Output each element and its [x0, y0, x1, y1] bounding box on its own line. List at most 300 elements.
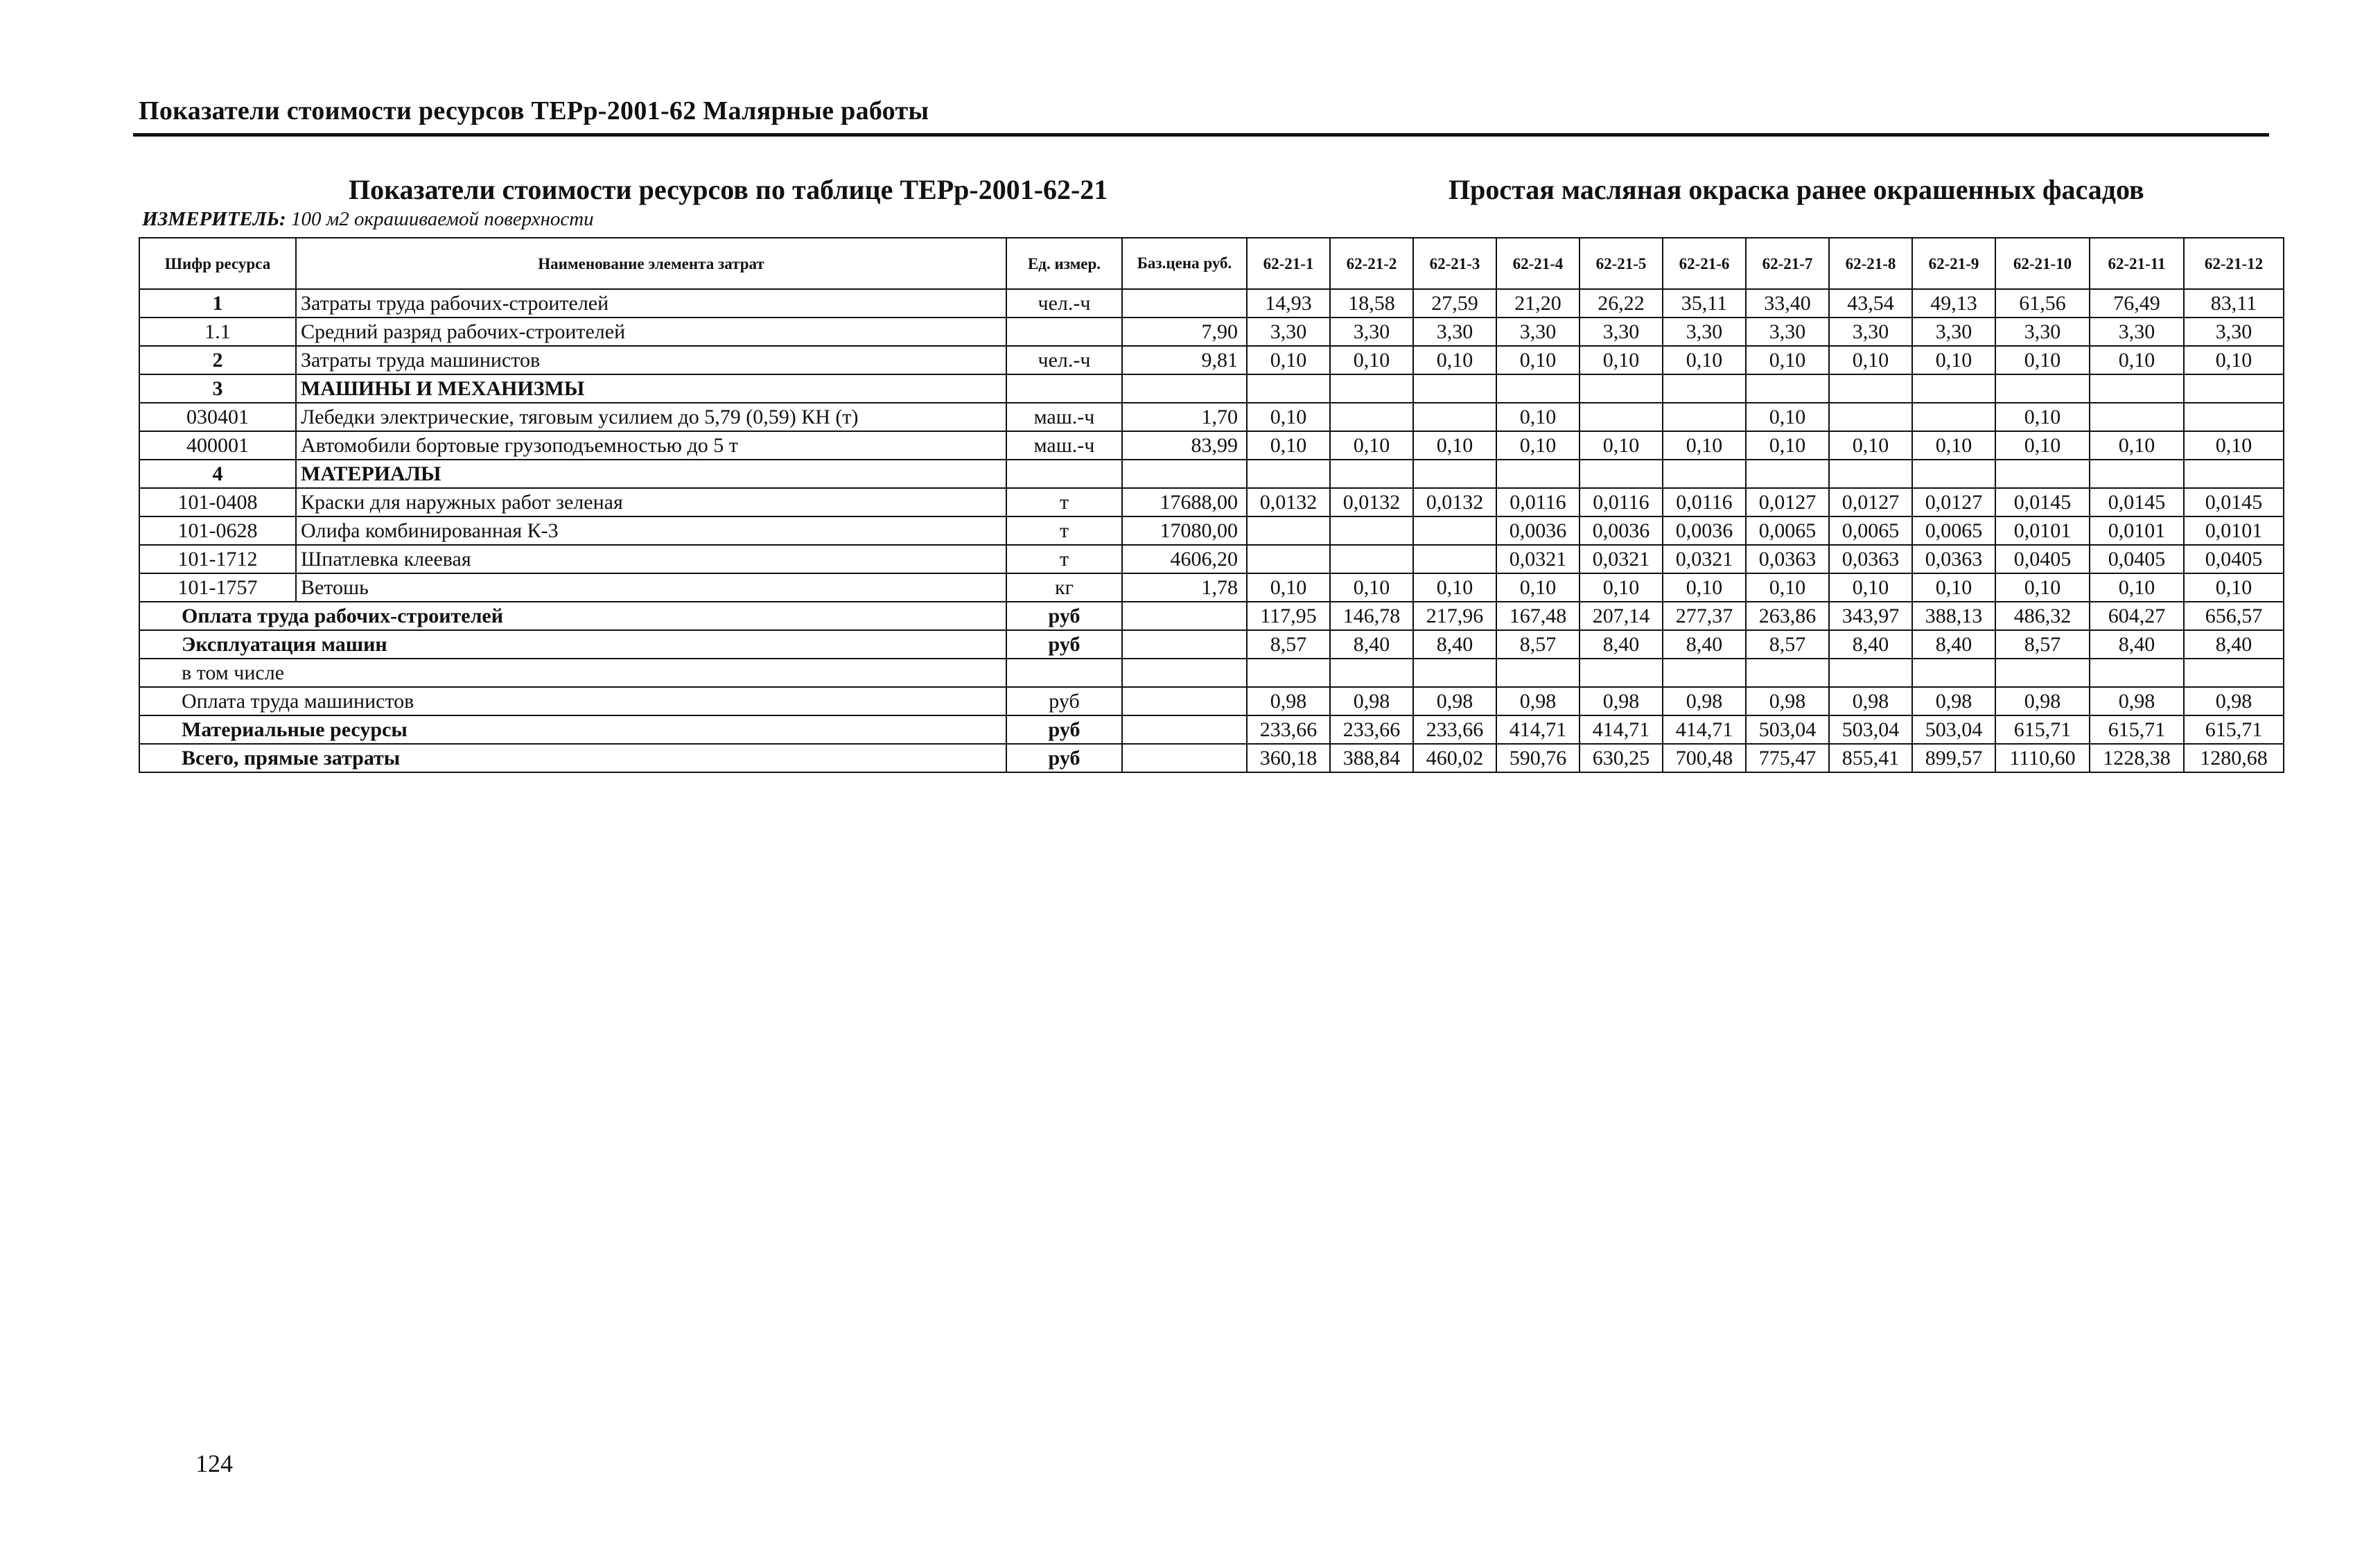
row-value-cell: 0,10 [1663, 573, 1746, 602]
row-value-cell: 0,0036 [1580, 516, 1663, 545]
summary-value-cell: 343,97 [1829, 602, 1912, 630]
table-row [139, 318, 2284, 346]
row-value-cell: 3,30 [2090, 318, 2184, 346]
summary-value-cell: 8,57 [1995, 630, 2090, 659]
row-value-cell: 0,10 [2184, 573, 2284, 602]
row-base-price: 17688,00 [1122, 488, 1247, 516]
summary-unit: руб [1006, 687, 1122, 715]
row-value-cell: 3,30 [1912, 318, 1995, 346]
row-base-price: 9,81 [1122, 346, 1247, 374]
row-value-cell: 0,10 [1413, 346, 1496, 374]
row-base-price: 4606,20 [1122, 545, 1247, 573]
row-value-cell: 3,30 [1829, 318, 1912, 346]
row-value-cell: 0,0363 [1912, 545, 1995, 573]
table-header-row [139, 238, 2284, 289]
row-value-cell: 0,0405 [2184, 545, 2284, 573]
row-name: Шпатлевка клеевая [296, 545, 1006, 573]
row-value-cell [1247, 460, 1330, 488]
row-value-cell: 0,10 [1746, 431, 1829, 460]
summary-price-empty [1122, 602, 1247, 630]
col-header-item: 62-21-11 [2090, 238, 2184, 289]
row-base-price [1122, 374, 1247, 403]
row-value-cell: 0,0145 [2184, 488, 2284, 516]
row-value-cell [2184, 374, 2284, 403]
summary-value-cell: 277,37 [1663, 602, 1746, 630]
row-value-cell: 0,10 [2090, 431, 2184, 460]
row-name: МАТЕРИАЛЫ [296, 460, 1006, 488]
row-unit [1006, 374, 1122, 403]
summary-value-cell: 0,98 [1663, 687, 1746, 715]
row-value-cell: 35,11 [1663, 289, 1746, 318]
summary-row [139, 687, 2284, 715]
row-value-cell [1330, 545, 1413, 573]
row-value-cell [2090, 460, 2184, 488]
page-header-title: Показатели стоимости ресурсов ТЕРр-2001-62 Малярные работы [139, 96, 929, 125]
summary-value-cell: 1280,68 [2184, 744, 2284, 772]
header-rule [133, 133, 2269, 137]
summary-value-cell: 8,57 [1247, 630, 1330, 659]
resource-cost-table [139, 237, 2284, 773]
summary-price-empty [1122, 659, 1247, 687]
row-value-cell [1580, 374, 1663, 403]
summary-row [139, 630, 2284, 659]
summary-unit [1006, 659, 1122, 687]
summary-value-cell: 615,71 [1995, 715, 2090, 744]
summary-value-cell [1829, 659, 1912, 687]
summary-value-cell: 700,48 [1663, 744, 1746, 772]
row-value-cell: 18,58 [1330, 289, 1413, 318]
summary-value-cell: 0,98 [1413, 687, 1496, 715]
row-value-cell: 3,30 [1330, 318, 1413, 346]
summary-value-cell: 233,66 [1330, 715, 1413, 744]
row-value-cell: 3,30 [1663, 318, 1746, 346]
row-code: 1 [139, 289, 296, 318]
row-value-cell [1995, 460, 2090, 488]
col-header-item: 62-21-2 [1330, 238, 1413, 289]
row-value-cell: 0,10 [1413, 573, 1496, 602]
row-value-cell: 0,10 [1247, 346, 1330, 374]
summary-value-cell: 233,66 [1413, 715, 1496, 744]
row-unit: маш.-ч [1006, 403, 1122, 431]
row-value-cell: 14,93 [1247, 289, 1330, 318]
measure-line [142, 208, 594, 231]
table-row [139, 403, 2284, 431]
row-value-cell: 0,0065 [1829, 516, 1912, 545]
row-value-cell: 0,0321 [1580, 545, 1663, 573]
summary-value-cell [2184, 659, 2284, 687]
row-name: Лебедки электрические, тяговым усилием до 5,79 (0,59) КН (т) [296, 403, 1006, 431]
row-value-cell [1496, 460, 1580, 488]
row-value-cell: 0,0101 [2090, 516, 2184, 545]
row-value-cell [1330, 374, 1413, 403]
summary-value-cell: 899,57 [1912, 744, 1995, 772]
row-value-cell: 49,13 [1912, 289, 1995, 318]
row-value-cell: 0,10 [1496, 431, 1580, 460]
page-number: 124 [195, 1450, 233, 1477]
row-value-cell [1663, 460, 1746, 488]
row-value-cell: 83,11 [2184, 289, 2284, 318]
row-value-cell: 0,10 [1580, 346, 1663, 374]
summary-value-cell: 0,98 [1995, 687, 2090, 715]
row-value-cell [2090, 374, 2184, 403]
row-unit: т [1006, 545, 1122, 573]
table-title: Показатели стоимости ресурсов по таблице ТЕРр-2001-62-21 [349, 174, 1108, 205]
row-value-cell [1580, 403, 1663, 431]
summary-value-cell: 233,66 [1247, 715, 1330, 744]
row-name: Автомобили бортовые грузоподъемностью до 5 т [296, 431, 1006, 460]
row-value-cell: 0,10 [2184, 431, 2284, 460]
row-value-cell: 0,0127 [1746, 488, 1829, 516]
row-code: 101-0628 [139, 516, 296, 545]
row-value-cell [1247, 374, 1330, 403]
row-name: МАШИНЫ И МЕХАНИЗМЫ [296, 374, 1006, 403]
summary-value-cell: 615,71 [2184, 715, 2284, 744]
summary-price-empty [1122, 715, 1247, 744]
summary-unit: руб [1006, 630, 1122, 659]
summary-value-cell: 217,96 [1413, 602, 1496, 630]
summary-row [139, 744, 2284, 772]
row-value-cell: 76,49 [2090, 289, 2184, 318]
col-header-item: 62-21-6 [1663, 238, 1746, 289]
row-value-cell: 0,0127 [1912, 488, 1995, 516]
row-name: Затраты труда рабочих-строителей [296, 289, 1006, 318]
row-value-cell: 0,0116 [1580, 488, 1663, 516]
row-value-cell [1663, 374, 1746, 403]
row-value-cell [1912, 460, 1995, 488]
row-name: Затраты труда машинистов [296, 346, 1006, 374]
row-base-price: 1,70 [1122, 403, 1247, 431]
summary-value-cell: 8,40 [2184, 630, 2284, 659]
row-code: 400001 [139, 431, 296, 460]
row-value-cell: 0,10 [1580, 431, 1663, 460]
row-value-cell: 0,10 [1247, 573, 1330, 602]
summary-label: в том числе [139, 659, 1006, 687]
row-value-cell: 3,30 [2184, 318, 2284, 346]
summary-value-cell [1912, 659, 1995, 687]
row-value-cell: 0,10 [1247, 431, 1330, 460]
summary-value-cell: 0,98 [1496, 687, 1580, 715]
col-header-price: Баз.цена руб. [1122, 238, 1247, 289]
summary-value-cell: 146,78 [1330, 602, 1413, 630]
row-value-cell [1580, 460, 1663, 488]
table-row [139, 516, 2284, 545]
summary-value-cell: 630,25 [1580, 744, 1663, 772]
table-row [139, 460, 2284, 488]
row-value-cell: 3,30 [1247, 318, 1330, 346]
summary-value-cell [1413, 659, 1496, 687]
table-row [139, 545, 2284, 573]
row-value-cell: 0,0036 [1496, 516, 1580, 545]
col-header-unit: Ед. измер. [1006, 238, 1122, 289]
summary-label: Всего, прямые затраты [139, 744, 1006, 772]
row-value-cell: 0,10 [2090, 346, 2184, 374]
row-value-cell: 3,30 [1496, 318, 1580, 346]
row-value-cell: 0,0363 [1746, 545, 1829, 573]
row-base-price [1122, 289, 1247, 318]
col-header-item: 62-21-12 [2184, 238, 2284, 289]
row-value-cell [1247, 545, 1330, 573]
row-value-cell: 21,20 [1496, 289, 1580, 318]
row-value-cell [1663, 403, 1746, 431]
summary-value-cell: 503,04 [1746, 715, 1829, 744]
table-row [139, 346, 2284, 374]
summary-value-cell [2090, 659, 2184, 687]
row-name: Ветошь [296, 573, 1006, 602]
summary-row [139, 715, 2284, 744]
row-unit: чел.-ч [1006, 289, 1122, 318]
summary-price-empty [1122, 744, 1247, 772]
row-value-cell [1829, 403, 1912, 431]
row-value-cell [1829, 460, 1912, 488]
row-value-cell [2184, 460, 2284, 488]
row-value-cell [1829, 374, 1912, 403]
row-value-cell: 0,10 [1330, 431, 1413, 460]
row-value-cell [1746, 460, 1829, 488]
row-value-cell [1330, 403, 1413, 431]
row-value-cell: 0,0405 [1995, 545, 2090, 573]
summary-value-cell: 1110,60 [1995, 744, 2090, 772]
summary-value-cell: 207,14 [1580, 602, 1663, 630]
summary-label: Оплата труда машинистов [139, 687, 1006, 715]
row-value-cell: 0,10 [1247, 403, 1330, 431]
row-value-cell [1413, 516, 1496, 545]
summary-unit: руб [1006, 744, 1122, 772]
row-value-cell: 0,10 [1829, 573, 1912, 602]
summary-value-cell: 0,98 [2184, 687, 2284, 715]
row-value-cell: 0,10 [1580, 573, 1663, 602]
summary-value-cell: 117,95 [1247, 602, 1330, 630]
row-code: 1.1 [139, 318, 296, 346]
col-header-item: 62-21-7 [1746, 238, 1829, 289]
row-value-cell [1330, 460, 1413, 488]
summary-value-cell: 855,41 [1829, 744, 1912, 772]
summary-value-cell: 0,98 [2090, 687, 2184, 715]
col-header-name: Наименование элемента затрат [296, 238, 1006, 289]
row-value-cell: 0,10 [1413, 431, 1496, 460]
row-base-price [1122, 460, 1247, 488]
summary-value-cell: 8,40 [1663, 630, 1746, 659]
row-value-cell: 0,0101 [1995, 516, 2090, 545]
row-value-cell: 0,0132 [1330, 488, 1413, 516]
summary-value-cell: 388,84 [1330, 744, 1413, 772]
row-value-cell: 0,10 [1663, 431, 1746, 460]
row-value-cell: 26,22 [1580, 289, 1663, 318]
summary-unit: руб [1006, 715, 1122, 744]
summary-value-cell: 360,18 [1247, 744, 1330, 772]
row-value-cell: 0,10 [1829, 431, 1912, 460]
row-value-cell: 27,59 [1413, 289, 1496, 318]
summary-price-empty [1122, 687, 1247, 715]
summary-value-cell: 414,71 [1663, 715, 1746, 744]
row-value-cell: 0,10 [1995, 573, 2090, 602]
row-value-cell: 0,10 [2184, 346, 2284, 374]
row-base-price: 7,90 [1122, 318, 1247, 346]
row-base-price: 83,99 [1122, 431, 1247, 460]
row-value-cell: 33,40 [1746, 289, 1829, 318]
col-header-item: 62-21-4 [1496, 238, 1580, 289]
measure-label: ИЗМЕРИТЕЛЬ: [142, 208, 286, 230]
summary-value-cell: 460,02 [1413, 744, 1496, 772]
row-value-cell: 0,10 [1912, 431, 1995, 460]
row-value-cell [2184, 403, 2284, 431]
col-header-code: Шифр ресурса [139, 238, 296, 289]
summary-value-cell: 590,76 [1496, 744, 1580, 772]
row-code: 101-1757 [139, 573, 296, 602]
row-code: 030401 [139, 403, 296, 431]
col-header-item: 62-21-9 [1912, 238, 1995, 289]
row-value-cell: 0,10 [1330, 346, 1413, 374]
summary-label: Эксплуатация машин [139, 630, 1006, 659]
row-value-cell: 0,0321 [1663, 545, 1746, 573]
section-title: Простая масляная окраска ранее окрашенных фасадов [1449, 174, 2144, 205]
row-value-cell: 3,30 [1995, 318, 2090, 346]
row-unit: кг [1006, 573, 1122, 602]
row-value-cell: 0,0405 [2090, 545, 2184, 573]
row-value-cell: 0,0321 [1496, 545, 1580, 573]
row-code: 4 [139, 460, 296, 488]
row-value-cell: 0,0145 [1995, 488, 2090, 516]
row-value-cell: 0,0065 [1912, 516, 1995, 545]
row-value-cell [1413, 403, 1496, 431]
row-value-cell [1995, 374, 2090, 403]
summary-value-cell: 8,40 [1829, 630, 1912, 659]
summary-price-empty [1122, 630, 1247, 659]
summary-value-cell [1247, 659, 1330, 687]
summary-value-cell [1746, 659, 1829, 687]
row-code: 2 [139, 346, 296, 374]
row-value-cell: 0,0036 [1663, 516, 1746, 545]
row-value-cell: 0,0065 [1746, 516, 1829, 545]
summary-value-cell: 604,27 [2090, 602, 2184, 630]
row-value-cell: 0,10 [1995, 403, 2090, 431]
summary-value-cell: 775,47 [1746, 744, 1829, 772]
summary-value-cell [1663, 659, 1746, 687]
col-header-item: 62-21-3 [1413, 238, 1496, 289]
row-value-cell [2090, 403, 2184, 431]
summary-row [139, 659, 2284, 687]
summary-value-cell: 0,98 [1746, 687, 1829, 715]
row-name: Средний разряд рабочих-строителей [296, 318, 1006, 346]
row-name: Олифа комбинированная К-3 [296, 516, 1006, 545]
row-value-cell: 0,10 [1912, 573, 1995, 602]
summary-value-cell [1496, 659, 1580, 687]
row-value-cell: 0,10 [1663, 346, 1746, 374]
row-value-cell: 0,10 [2090, 573, 2184, 602]
summary-value-cell: 8,40 [2090, 630, 2184, 659]
row-code: 3 [139, 374, 296, 403]
summary-value-cell: 503,04 [1912, 715, 1995, 744]
summary-label: Оплата труда рабочих-строителей [139, 602, 1006, 630]
row-unit: маш.-ч [1006, 431, 1122, 460]
summary-unit: руб [1006, 602, 1122, 630]
row-value-cell [1912, 374, 1995, 403]
summary-value-cell: 8,40 [1580, 630, 1663, 659]
measure-value: 100 м2 окрашиваемой поверхности [290, 208, 594, 230]
summary-value-cell: 615,71 [2090, 715, 2184, 744]
summary-value-cell: 486,32 [1995, 602, 2090, 630]
row-unit: чел.-ч [1006, 346, 1122, 374]
row-base-price: 1,78 [1122, 573, 1247, 602]
summary-value-cell: 8,40 [1912, 630, 1995, 659]
col-header-item: 62-21-10 [1995, 238, 2090, 289]
summary-value-cell: 8,57 [1496, 630, 1580, 659]
summary-value-cell: 0,98 [1330, 687, 1413, 715]
col-header-item: 62-21-1 [1247, 238, 1330, 289]
row-value-cell: 3,30 [1413, 318, 1496, 346]
summary-value-cell: 1228,38 [2090, 744, 2184, 772]
row-name: Краски для наружных работ зеленая [296, 488, 1006, 516]
row-value-cell: 3,30 [1580, 318, 1663, 346]
summary-value-cell: 656,57 [2184, 602, 2284, 630]
summary-value-cell: 0,98 [1912, 687, 1995, 715]
summary-value-cell: 0,98 [1247, 687, 1330, 715]
summary-row [139, 602, 2284, 630]
summary-value-cell: 388,13 [1912, 602, 1995, 630]
row-value-cell: 0,10 [1995, 431, 2090, 460]
row-unit [1006, 318, 1122, 346]
row-value-cell: 43,54 [1829, 289, 1912, 318]
row-value-cell: 0,0127 [1829, 488, 1912, 516]
summary-value-cell: 8,40 [1330, 630, 1413, 659]
row-value-cell [1330, 516, 1413, 545]
summary-value-cell [1330, 659, 1413, 687]
row-value-cell: 0,10 [1746, 346, 1829, 374]
col-header-item: 62-21-5 [1580, 238, 1663, 289]
summary-value-cell: 263,86 [1746, 602, 1829, 630]
summary-value-cell: 0,98 [1580, 687, 1663, 715]
summary-value-cell: 414,71 [1580, 715, 1663, 744]
row-value-cell [1496, 374, 1580, 403]
col-header-item: 62-21-8 [1829, 238, 1912, 289]
row-base-price: 17080,00 [1122, 516, 1247, 545]
row-value-cell: 0,0101 [2184, 516, 2284, 545]
row-unit: т [1006, 488, 1122, 516]
row-value-cell [1912, 403, 1995, 431]
summary-value-cell: 167,48 [1496, 602, 1580, 630]
table-row [139, 374, 2284, 403]
row-value-cell [1413, 545, 1496, 573]
row-value-cell: 3,30 [1746, 318, 1829, 346]
row-value-cell: 0,0145 [2090, 488, 2184, 516]
row-value-cell: 0,10 [1829, 346, 1912, 374]
row-value-cell: 0,0132 [1413, 488, 1496, 516]
row-value-cell: 0,10 [1496, 403, 1580, 431]
row-code: 101-0408 [139, 488, 296, 516]
row-value-cell: 0,10 [1496, 573, 1580, 602]
row-value-cell: 61,56 [1995, 289, 2090, 318]
summary-value-cell: 0,98 [1829, 687, 1912, 715]
row-value-cell: 0,10 [1746, 403, 1829, 431]
summary-label: Материальные ресурсы [139, 715, 1006, 744]
row-unit [1006, 460, 1122, 488]
row-value-cell: 0,10 [1496, 346, 1580, 374]
row-value-cell [1413, 374, 1496, 403]
row-value-cell [1247, 516, 1330, 545]
summary-value-cell [1995, 659, 2090, 687]
table-row [139, 289, 2284, 318]
table-row [139, 573, 2284, 602]
row-value-cell: 0,10 [1995, 346, 2090, 374]
summary-value-cell: 8,57 [1746, 630, 1829, 659]
summary-value-cell [1580, 659, 1663, 687]
row-value-cell: 0,0132 [1247, 488, 1330, 516]
row-value-cell [1413, 460, 1496, 488]
summary-value-cell: 414,71 [1496, 715, 1580, 744]
table-row [139, 431, 2284, 460]
row-value-cell: 0,10 [1746, 573, 1829, 602]
row-value-cell [1746, 374, 1829, 403]
row-value-cell: 0,10 [1912, 346, 1995, 374]
